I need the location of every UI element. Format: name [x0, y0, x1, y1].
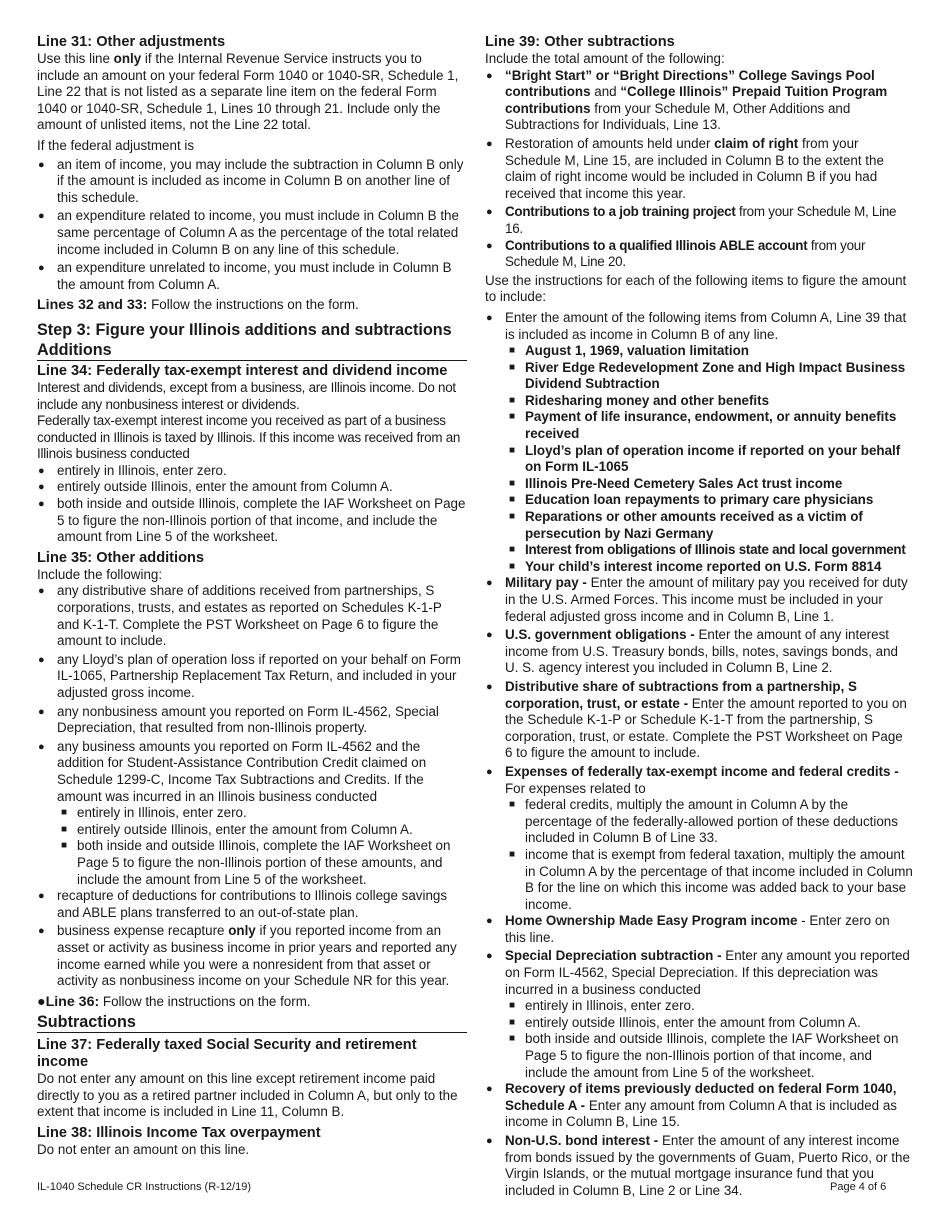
list-item: ● entirely in Illinois, enter zero. — [37, 463, 467, 480]
additions-heading: Additions — [37, 340, 467, 361]
list-item: ● Special Depreciation subtraction - Enter any amount you reported on Form IL-4562, Special Depreciation. If this depreciation was incurred in a business conducted ■ entirely in Illinois, enter zero. ■ entirely outside Illinois, enter the amount from Column A. ■ both inside and outside Illinois, complete the IAF Worksheet on Page 5 to figure the non-Illinois portion of that income, and include the amount from Line 5 of the worksheet. — [485, 948, 913, 1081]
list-item: ■ Interest from obligations of Illinois state and local government — [505, 542, 913, 559]
line31-intro: If the federal adjustment is — [37, 137, 195, 153]
line39-use-instructions: Use the instructions for each of the following items to figure the amount to include: — [485, 272, 907, 305]
line35-list — [37, 583, 467, 989]
list-item: ● any Lloyd’s plan of operation loss if reported on your behalf on Form IL-1065, Partnership Replacement Tax Return, and included in your adjusted gross income. — [37, 652, 467, 702]
list-item: ● business expense recapture only if you reported income from an asset or activity as business income in prior years and reported any income earned while you were a nonresident from that asset or activity as nonbusiness income on your Schedule NR for this year. — [37, 923, 467, 989]
list-item: ● entirely outside Illinois, enter the amount from Column A. — [37, 479, 467, 496]
footer-form-id: IL-1040 Schedule CR Instructions (R-12/19) — [37, 1181, 251, 1193]
list-item: ■ Ridesharing money and other benefits — [505, 393, 913, 410]
list-item: ■ income that is exempt from federal taxation, multiply the amount in Column A by the percentage of that income included in Column B for the line on which this income was added back to your base income. — [505, 847, 913, 913]
line39-intro: Include the total amount of the following: — [485, 51, 725, 66]
list-item: ■ Education loan repayments to primary care physicians — [505, 492, 913, 509]
list-item: ● Contributions to a qualified Illinois ABLE account from your Schedule M, Line 20. — [485, 238, 913, 271]
list-item: ● Restoration of amounts held under claim of right from your Schedule M, Line 15, are included in Column B to the extent the claim of right income would be included in Column B if you had received that income this year. — [485, 136, 913, 202]
lines32-33: Lines 32 and 33: Follow the instructions on the form. — [37, 297, 359, 314]
list-item: ● an item of income, you may include the subtraction in Column B only if the amount is included as income in Column B on another line of this schedule. — [37, 157, 467, 207]
line38-paragraph: Do not enter an amount on this line. — [37, 1142, 250, 1158]
list-item: ■ entirely outside Illinois, enter the amount from Column A. — [505, 1015, 913, 1032]
list-item: ■ Lloyd’s plan of operation income if reported on your behalf on Form IL-1065 — [505, 443, 913, 476]
list-item: ● both inside and outside Illinois, complete the IAF Worksheet on Page 5 to figure the non-Illinois portion of that income, and include the amount from Line 5 of the worksheet. — [37, 496, 467, 546]
list-item: ■ federal credits, multiply the amount in Column A by the percentage of the federally-allowed portion of these deductions included in Column B of Line 33. — [505, 797, 913, 847]
step3-heading: Step 3: Figure your Illinois additions and subtractions — [37, 320, 452, 339]
list-item: ● an expenditure related to income, you must include in Column B the same percentage of Column A as the percentage of the total related income included in Column B on any line of this schedule. — [37, 208, 467, 258]
list-item: ● “Bright Start” or “Bright Directions” College Savings Pool contributions and “College Illinois” Prepaid Tuition Program contributions from your Schedule M, Other Additions and Subtractions for Individuals, Line 13. — [485, 68, 913, 134]
subtractions-heading: Subtractions — [37, 1012, 467, 1033]
list-item: ● Military pay - Enter the amount of military pay you received for duty in the U.S. Armed Forces. This income must be included in your federal adjusted gross income and in Column B, Line 1. — [485, 575, 913, 625]
list-item: ■ Your child’s interest income reported on U.S. Form 8814 — [505, 559, 913, 576]
list-item: ● an expenditure unrelated to income, you must include in Column B the amount from Column A. — [37, 260, 467, 293]
list-item: ● Home Ownership Made Easy Program income - Enter zero on this line. — [485, 913, 913, 946]
list-item: ● Distributive share of subtractions from a partnership, S corporation, trust, or estate - Enter the amount reported to you on the Schedule K-1-P or Schedule K-1-T from the partnership, S corporation, trust, or estate. Complete the PST Worksheet on Page 6 to figure the amount to include. — [485, 679, 913, 762]
list-item: ■ both inside and outside Illinois, complete the IAF Worksheet on Page 5 to figure the non-Illinois portion of these amounts, and include the amount from Line 5 of the worksheet. — [57, 838, 467, 888]
line34-list — [37, 463, 467, 546]
list-item: ■ Illinois Pre-Need Cemetery Sales Act trust income — [505, 476, 913, 493]
list-item: ■ River Edge Redevelopment Zone and High Impact Business Dividend Subtraction — [505, 360, 913, 393]
line35-intro: Include the following: — [37, 566, 163, 582]
list-item: ● any distributive share of additions received from partnerships, S corporations, trusts, and estates as reported on Schedules K-1-P and K-1-T. Complete the PST Worksheet on Page 6 to figure the amount to include. — [37, 583, 467, 649]
left-column — [37, 34, 467, 1159]
list-item: ● any business amounts you reported on Form IL-4562 and the addition for Student-Assistance Contribution Credit claimed on Schedule 1299-C, Income Tax Subtractions and Credits. If the amount was incurred in an Illinois business conducted ■ entirely in Illinois, enter zero. ■ entirely outside Illinois, enter the amount from Column A. ■ both inside and outside Illinois, complete the IAF Worksheet on Page 5 to figure the non-Illinois portion of these amounts, and include the amount from Line 5 of the worksheet. — [37, 739, 467, 888]
list-item: ■ Reparations or other amounts received as a victim of persecution by Nazi Germany — [505, 509, 913, 542]
line31-heading: Line 31: Other adjustments — [37, 34, 226, 50]
list-item: ■ entirely in Illinois, enter zero. — [505, 998, 913, 1015]
line35-heading: Line 35: Other additions — [37, 549, 205, 566]
list-item: ■ entirely outside Illinois, enter the amount from Column A. — [57, 822, 467, 839]
list-item: ■ both inside and outside Illinois, complete the IAF Worksheet on Page 5 to figure the non-Illinois portion of that income, and include the amount from Line 5 of the worksheet. — [505, 1031, 913, 1081]
line39-list — [485, 68, 913, 271]
line39-depreciation-sublist — [505, 998, 913, 1081]
line34-paragraph-1: Interest and dividends, except from a business, are Illinois income. Do not include any nonbusiness interest or dividends. — [37, 379, 456, 412]
list-item: ● Non-U.S. bond interest - Enter the amount of any interest income from bonds issued by the governments of Guam, Puerto Rico, or the Virgin Islands, or the mutual mortgage insurance fund that you included in Column B, Line 2 or Line 34. — [485, 1133, 913, 1199]
footer-page-number: Page 4 of 6 — [830, 1181, 887, 1193]
line38-heading: Line 38: Illinois Income Tax overpayment — [37, 1125, 321, 1142]
list-item: ■ entirely in Illinois, enter zero. — [57, 805, 467, 822]
line36: ●Line 36: Follow the instructions on the form. — [37, 993, 311, 1010]
line39-sublist — [505, 343, 913, 575]
list-item: ■ Payment of life insurance, endowment, or annuity benefits received — [505, 409, 913, 442]
line37-heading: Line 37: Federally taxed Social Security and retirement income — [37, 1037, 417, 1071]
line39-items-list — [485, 310, 913, 1199]
line39-heading: Line 39: Other subtractions — [485, 34, 675, 50]
line39-expenses-sublist — [505, 797, 913, 913]
right-column — [485, 34, 913, 1199]
line37-paragraph: Do not enter any amount on this line except retirement income paid directly to you as a retired partner included in Column A, but only to the extent that income is included in Line 11, Column B. — [37, 1071, 458, 1120]
line34-paragraph-2: Federally tax-exempt interest income you received as part of a business conducted in Illinois is taxed by Illinois. If this income was received from an Illinois business conducted — [37, 413, 461, 462]
line31-list — [37, 157, 467, 294]
line35-sublist — [57, 805, 467, 888]
line31-paragraph: Use this line only if the Internal Revenue Service instructs you to include an amount on your federal Form 1040 or 1040-SR, Schedule 1, Line 22 that is not listed as a separate line item on the federal Form 1040 or 1040-SR, Schedule 1, Lines 10 through 21. Include only the amount of unlisted items, not the Line 22 total. — [37, 51, 459, 133]
list-item: ● Contributions to a job training project from your Schedule M, Line 16. — [485, 204, 913, 237]
list-item: ● Enter the amount of the following items from Column A, Line 39 that is included as income in Column B of any line. ■ August 1, 1969, valuation limitation ■ River Edge Redevelopment Zone and High Impact Business Dividend Subtraction ■ Ridesharing money and other benefits ■ Payment of life insurance, endowment, or annuity benefits received ■ Lloyd’s plan of operation income if reported on your behalf on Form IL-1065 ■ Illinois Pre-Need Cemetery Sales Act trust income ■ Education loan repayments to primary care physicians ■ Reparations or other amounts received as a victim of persecution by Nazi Germany ■ Interest from obligations of Illinois state and local government ■ Your child’s interest income reported on U.S. Form 8814 — [485, 310, 913, 576]
line34-heading: Line 34: Federally tax-exempt interest and dividend income — [37, 362, 448, 379]
list-item: ● Expenses of federally tax-exempt income and federal credits - For expenses related to ■ federal credits, multiply the amount in Column A by the percentage of the federally-allowed portion of these deductions included in Column B of Line 33. ■ income that is exempt from federal taxation, multiply the amount in Column A by the percentage of that income included in Column B for the line on which this income was added back to your base income. — [485, 764, 913, 913]
list-item: ■ August 1, 1969, valuation limitation — [505, 343, 913, 360]
list-item: ● Recovery of items previously deducted on federal Form 1040, Schedule A - Enter any amount from Column A that is included as income in Column B, Line 15. — [485, 1081, 913, 1131]
list-item: ● recapture of deductions for contributions to Illinois college savings and ABLE plans transferred to an out-of-state plan. — [37, 888, 467, 921]
list-item: ● any nonbusiness amount you reported on Form IL-4562, Special Depreciation, that resulted from non-Illinois property. — [37, 704, 467, 737]
list-item: ● U.S. government obligations - Enter the amount of any interest income from U.S. Treasury bonds, bills, notes, savings bonds, and U. S. agency interest you included in Column B, Line 2. — [485, 627, 913, 677]
